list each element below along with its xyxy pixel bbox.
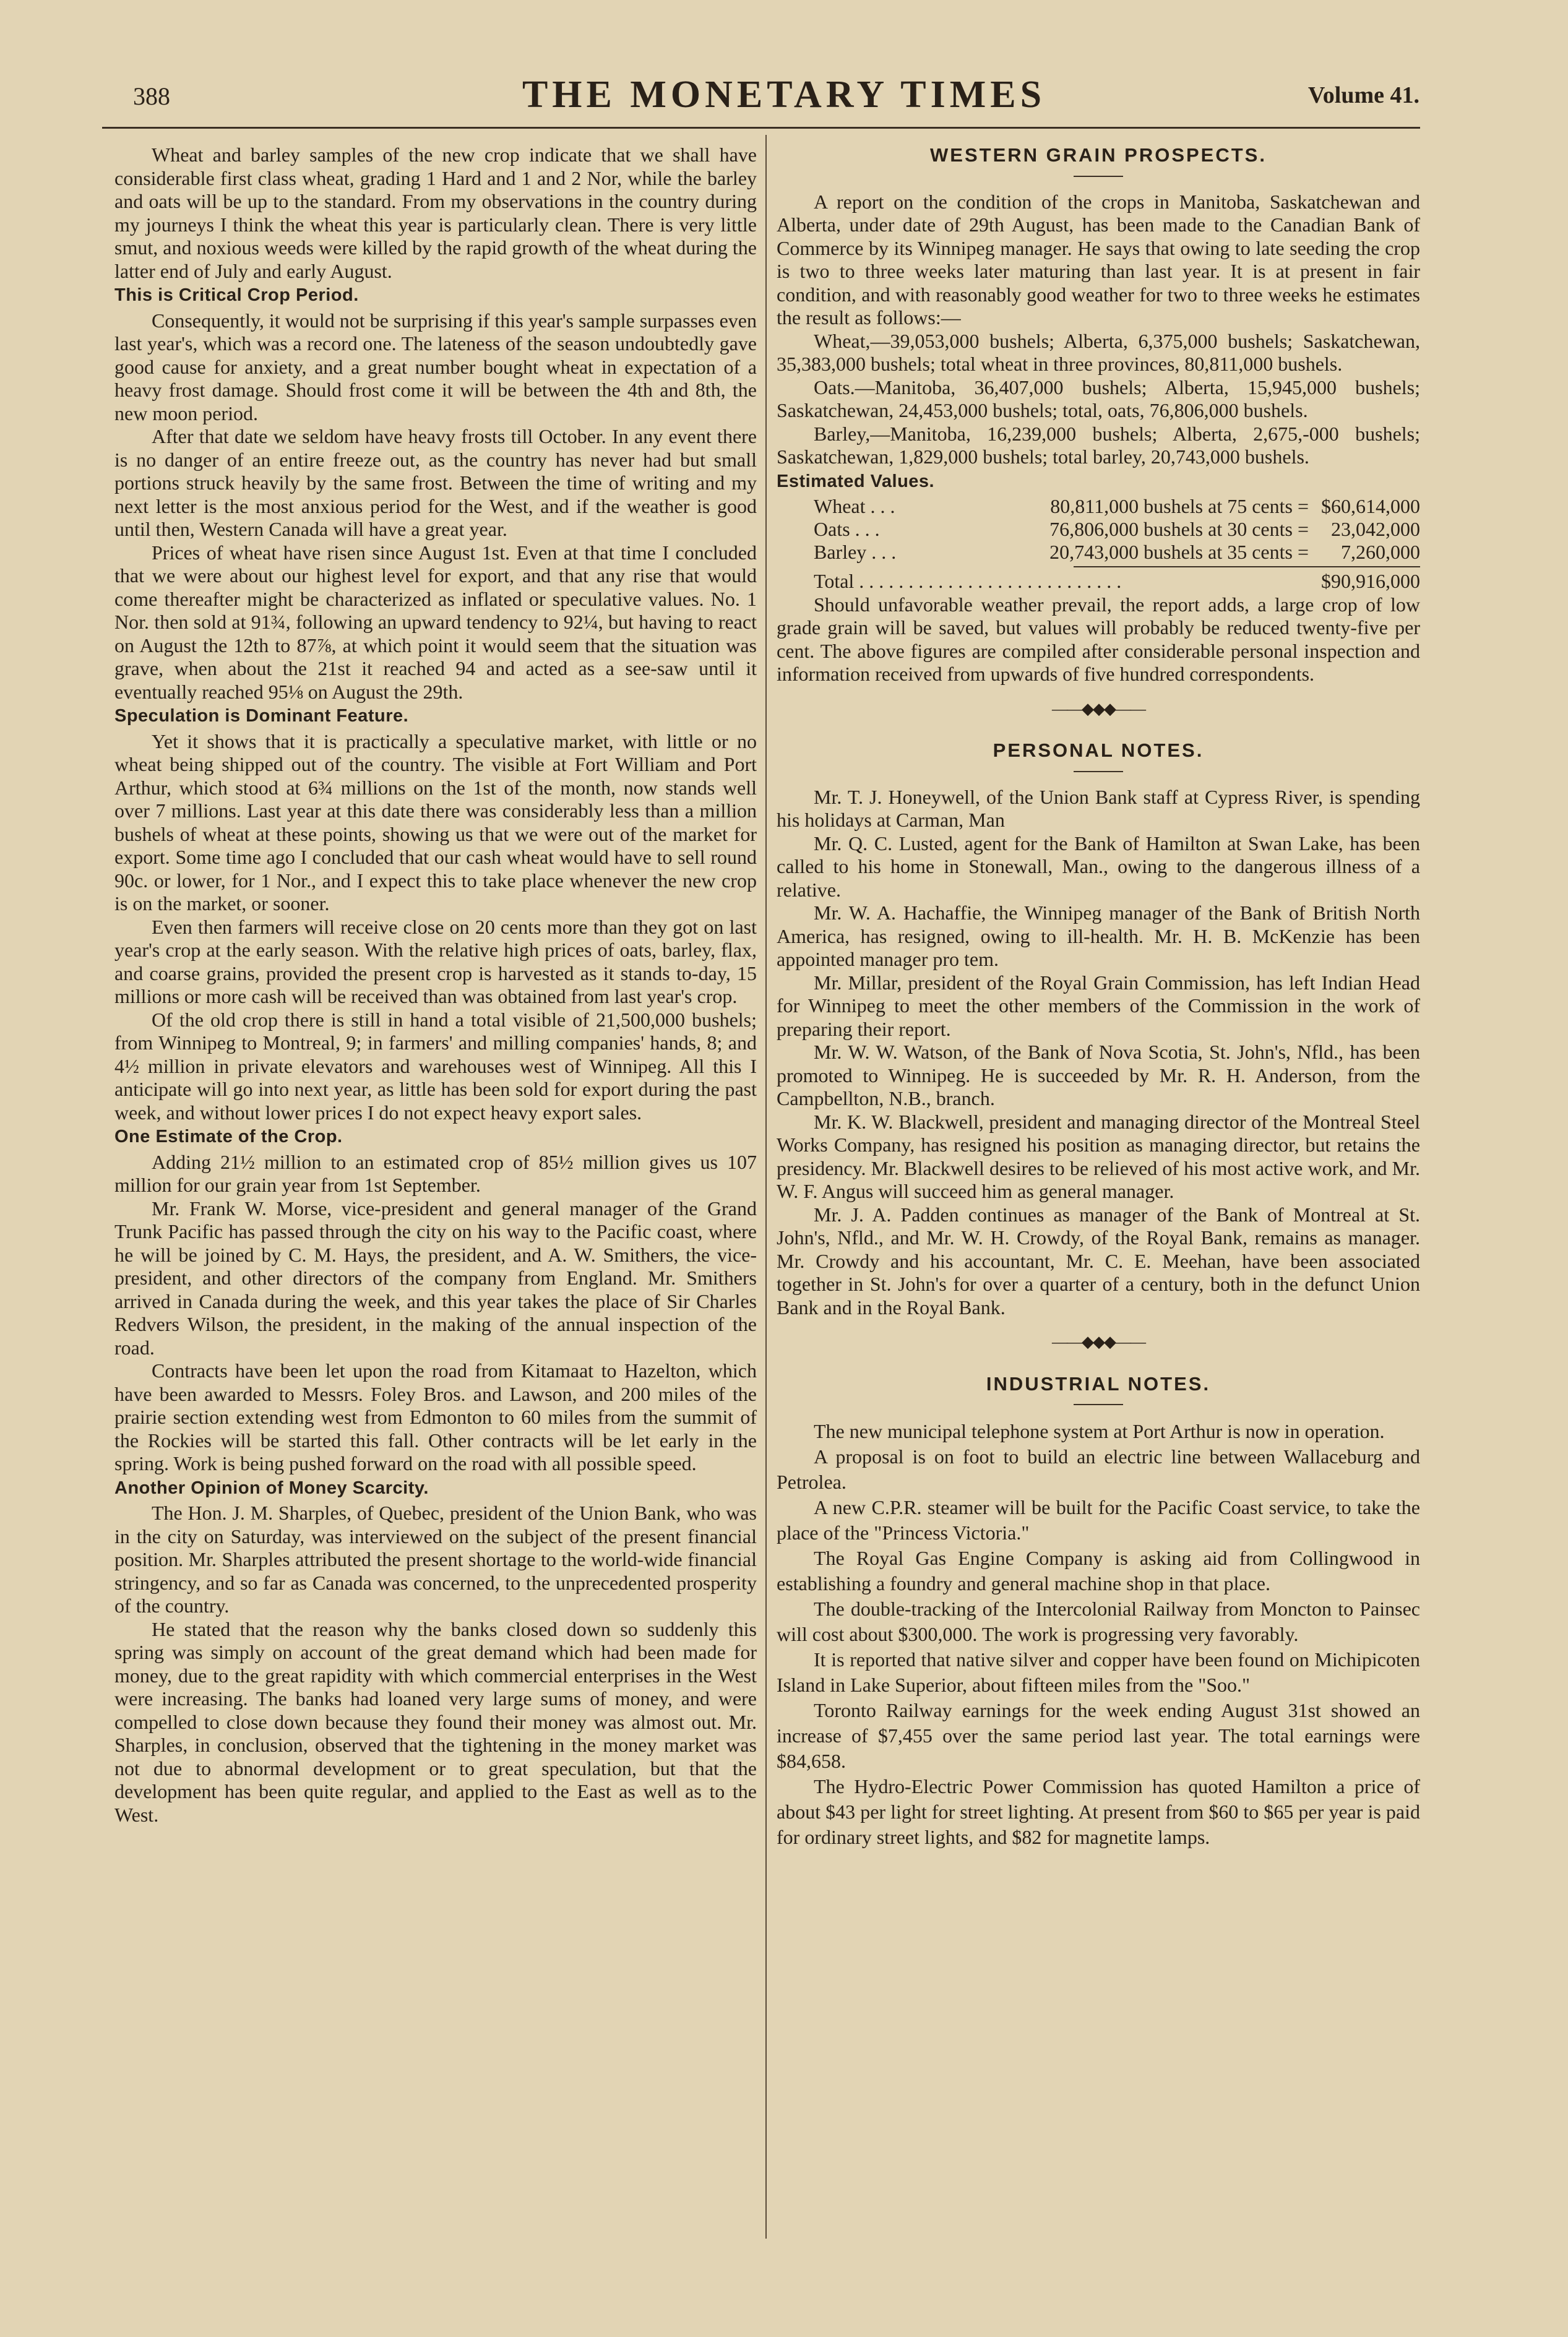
total-rule — [1074, 566, 1420, 567]
title-dash — [1074, 176, 1123, 177]
paragraph: Wheat and barley samples of the new crop indicate that we shall have considerable first class wheat, grading 1 Hard and 1 and 2 Nor, while the barley and oats will be up to the standard. From my observations in the country during my journeys I think the wheat this year is particularly clean. There is very little smut, and noxious weeds were killed by the rapid growth of the wheat during the latter end of July and early August. — [114, 144, 757, 282]
paragraph: Even then farmers will receive close on 20 cents more than they got on last year's crop at the early season. With the relative high prices of oats, barley, flax, and coarse grains, provided the present crop is harvested as it stands to-day, 15 millions or more cash will be received than was obtained from last year's crop. — [114, 915, 757, 1007]
value-cell: $60,614,000 — [1321, 495, 1420, 517]
volume-label: Volume 41. — [1307, 82, 1419, 108]
column-divider — [765, 135, 767, 2239]
note-item: The double-tracking of the Intercolonial Railway from Moncton to Painsec will cost about $300,000. The work is progressing very favorably. — [777, 1598, 1420, 1645]
note-item: Mr. J. A. Padden continues as manager of the Bank of Montreal at St. John's, Nfld., and Mr. W. H. Crowdy, of the Royal Bank, remains as manager. Mr. Crowdy and his accountant, Mr. C. E. Meehan, have been associated together in St. John's for over a quarter of a century, both in the defunct Union Bank and in the Royal Bank. — [777, 1203, 1420, 1319]
paragraph: A report on the condition of the crops in Manitoba, Saskatchewan and Alberta, under date of 29th August, has been made to the Canadian Bank of Commerce by its Winnipeg manager. He says that owing to late seeding the crop is two to three weeks later maturing than last year. It is at present in fair condition, and with reasonably good weather for two to three weeks he estimates the result as follows:— — [777, 190, 1420, 329]
title-dash — [1074, 1404, 1123, 1405]
value-cell: 7,260,000 — [1341, 541, 1420, 563]
ornament-divider: ——◆◆◆—— — [1052, 699, 1145, 718]
paragraph: Consequently, it would not be surprising if this year's sample surpasses even last year's, which was a record one. The lateness of the season undoubtedly gave good cause for anxiety, and a great number bought wheat in expectation of a heavy frost damage. Should frost come it will be between the 4th and 8th, the new moon period. — [114, 309, 757, 424]
ornament-divider: ——◆◆◆—— — [1052, 1333, 1145, 1351]
note-item: The Hydro-Electric Power Commission has quoted Hamilton a price of about $43 per light for street lighting. At present from $60 to $65 per year is paid for ordinary street lights, and $82 for magnetite lamps. — [777, 1775, 1420, 1848]
subheading: Speculation is Dominant Feature. — [114, 706, 409, 726]
subheading: One Estimate of the Crop. — [114, 1127, 343, 1147]
table-row — [777, 518, 1420, 541]
left-column — [114, 144, 757, 1827]
paragraph: After that date we seldom have heavy frosts till October. In any event there is no danger of an entire freeze out, as the country has never had but small portions struck heavily by the same frost. Between the time of writing and my next letter is the most anxious period for the West, and if the weather is good until then, Western Canada will have a great year. — [114, 425, 757, 540]
paragraph: Oats.—Manitoba, 36,407,000 bushels; Alberta, 15,945,000 bushels; Saskatchewan, 24,453,000 bushels; total, oats, 76,806,000 bushels. — [777, 376, 1420, 421]
paragraph: Of the old crop there is still in hand a total visible of 21,500,000 bushels; from Winnipeg to Montreal, 9; in farmers' and milling companies' hands, 8; and 4½ million in private elevators and warehouses west of Winnipeg. All this I anticipate will go into next year, as little has been sold for export during the past week, and without lower prices I do not expect heavy export sales. — [114, 1008, 757, 1124]
paragraph: Barley,—Manitoba, 16,239,000 bushels; Alberta, 2,675,-000 bushels; Saskatchewan, 1,829,000 bushels; total barley, 20,743,000 bushels. — [777, 422, 1420, 468]
crop-cell: Oats . . . — [814, 518, 880, 540]
paragraph: Wheat,—39,053,000 bushels; Alberta, 6,375,000 bushels; Saskatchewan, 35,383,000 bushels; total wheat in three provinces, 80,811,000 bushels. — [777, 329, 1420, 375]
crop-cell: Wheat . . . — [814, 495, 895, 517]
note-item: Mr. Q. C. Lusted, agent for the Bank of Hamilton at Swan Lake, has been called to his home in Stonewall, Man., owing to the dangerous illness of a relative. — [777, 832, 1420, 901]
header-rule — [102, 127, 1420, 129]
note-item: A proposal is on foot to build an electric line between Wallaceburg and Petrolea. — [777, 1445, 1420, 1493]
note-item: Toronto Railway earnings for the week ending August 31st showed an increase of $7,455 over the same period last year. The total earnings were $84,658. — [777, 1699, 1420, 1772]
amount-cell: 20,743,000 bushels at 35 cents = — [1049, 541, 1309, 563]
paragraph: The Hon. J. M. Sharples, of Quebec, president of the Union Bank, who was in the city on Saturday, was interviewed on the subject of the present financial position. Mr. Sharples attributed the present shortage to the world-wide financial stringency, and so far as Canada was concerned, to the unprecedented prosperity of the country. — [114, 1502, 757, 1617]
note-item: The new municipal telephone system at Port Arthur is now in operation. — [814, 1420, 1385, 1442]
note-item: Mr. K. W. Blackwell, president and managing director of the Montreal Steel Works Company, has resigned his position as managing director, but retains the presidency. Mr. Blackwell desires to be relieved of his most active work, and Mr. W. F. Angus will succeed him as general manager. — [777, 1110, 1420, 1202]
note-item: Mr. W. W. Watson, of the Bank of Nova Scotia, St. John's, Nfld., has been promoted to Winnipeg. He is succeeded by Mr. R. H. Anderson, from the Campbellton, N.B., branch. — [777, 1041, 1420, 1109]
industrial-notes-body — [777, 1419, 1420, 1850]
note-item: The Royal Gas Engine Company is asking aid from Collingwood in establishing a foundry and general machine shop in that place. — [777, 1547, 1420, 1595]
amount-cell: 80,811,000 bushels at 75 cents = — [1050, 495, 1309, 517]
value-cell: 23,042,000 — [1331, 518, 1420, 540]
estimated-values-table — [777, 495, 1420, 564]
paragraph: Prices of wheat have risen since August 1st. Even at that time I concluded that we were about our highest level for export, and that any rise that would come thereafter might be characterized as inflated or speculative values. No. 1 Nor. then sold at 91¾, following an upward tendency to 92¼, but having to react on August the 12th to 87⅞, at which point it would seem that the situation was grave, when about the 21st it reached 94 and acted as a see-saw until it eventually reached 95⅛ on August the 29th. — [114, 541, 757, 703]
total-row — [777, 570, 1420, 593]
paragraph: Mr. Frank W. Morse, vice-president and general manager of the Grand Trunk Pacific has passed through the city on his way to the Pacific coast, where he will be joined by C. M. Hays, the president, and A. W. Smithers, the vice-president, and other directors of the company from England. Mr. Smithers arrived in Canada during the week, and this year takes the place of Sir Charles Redvers Wilson, the president, in the making of the annual inspection of the road. — [114, 1197, 757, 1359]
paragraph: Should unfavorable weather prevail, the report adds, a large crop of low grade grain will be saved, but values will probably be reduced twenty-five per cent. The above figures are compiled after considerable personal inspection and information received from upwards of five hundred correspondents. — [777, 593, 1420, 685]
table-row — [777, 495, 1420, 518]
amount-cell: 76,806,000 bushels at 30 cents = — [1049, 518, 1309, 540]
total-label: Total . . . . . . . . . . . . . . . . . . . . . . . . . . . — [814, 570, 1122, 592]
subheading: This is Critical Crop Period. — [114, 285, 359, 305]
note-item: Mr. Millar, president of the Royal Grain Commission, has left Indian Head for Winnipeg to meet the other members of the Commission in the work of preparing their report. — [777, 971, 1420, 1040]
personal-notes-title: PERSONAL NOTES. — [993, 739, 1204, 761]
industrial-notes-title: INDUSTRIAL NOTES. — [986, 1372, 1211, 1395]
title-dash — [1074, 771, 1123, 772]
note-item: A new C.P.R. steamer will be built for the Pacific Coast service, to take the place of the "Princess Victoria." — [777, 1496, 1420, 1544]
subheading: Another Opinion of Money Scarcity. — [114, 1478, 429, 1498]
paragraph: Yet it shows that it is practically a speculative market, with little or no wheat being shipped out of the country. The visible at Fort William and Port Arthur, which stood at 6¾ millions on the 1st of the month, now stands well over 7 millions. Last year at this date there was considerably less than a million bushels of wheat at these points, showing us that we were out of the market for export. Some time ago I concluded that our cash wheat would have to sell round 90c. or lower, for 1 Nor., and I expect this to take place whenever the new crop is on the market, or sooner. — [114, 730, 757, 915]
crop-cell: Barley . . . — [814, 541, 897, 563]
masthead-title: THE MONETARY TIMES — [522, 74, 1046, 116]
note-item: It is reported that native silver and copper have been found on Michipicoten Island in Lake Superior, about fifteen miles from the "Soo." — [777, 1648, 1420, 1696]
subheading: Estimated Values. — [777, 471, 935, 491]
western-grain-title: WESTERN GRAIN PROSPECTS. — [930, 144, 1267, 166]
paragraph: He stated that the reason why the banks closed down so suddenly this spring was simply on account of the great demand which had been made for money, due to the great rapidity with which commercial enterprises in the West were increasing. The banks had loaned very large sums of money, and were compelled to close down because they found their money was almost out. Mr. Sharples, in conclusion, observed that the tightening in the money market was not due to abnormal development or to great speculation, but that the development has been quite regular, and applied to the East as well as to the West. — [114, 1617, 757, 1826]
page-header — [0, 73, 1568, 123]
page-number: 388 — [133, 82, 170, 110]
note-item: Mr. T. J. Honeywell, of the Union Bank staff at Cypress River, is spending his holidays at Carman, Man — [777, 785, 1420, 831]
paragraph: Contracts have been let upon the road from Kitamaat to Hazelton, which have been awarded to Messrs. Foley Bros. and Lawson, and 200 miles of the prairie section extending west from Edmonton to 60 miles from the summit of the Rockies will be started this fall. Other contracts will be let early in the spring. Work is being pushed forward on the road with all possible speed. — [114, 1359, 757, 1474]
right-column — [777, 144, 1420, 1850]
note-item: Mr. W. A. Hachaffie, the Winnipeg manager of the Bank of British North America, has resigned, owing to ill-health. Mr. H. B. McKenzie has been appointed manager pro tem. — [777, 902, 1420, 970]
paragraph: Adding 21½ million to an estimated crop of 85½ million gives us 107 million for our grain year from 1st September. — [114, 1150, 757, 1196]
table-row — [777, 541, 1420, 564]
total-value: $90,916,000 — [1321, 570, 1420, 592]
